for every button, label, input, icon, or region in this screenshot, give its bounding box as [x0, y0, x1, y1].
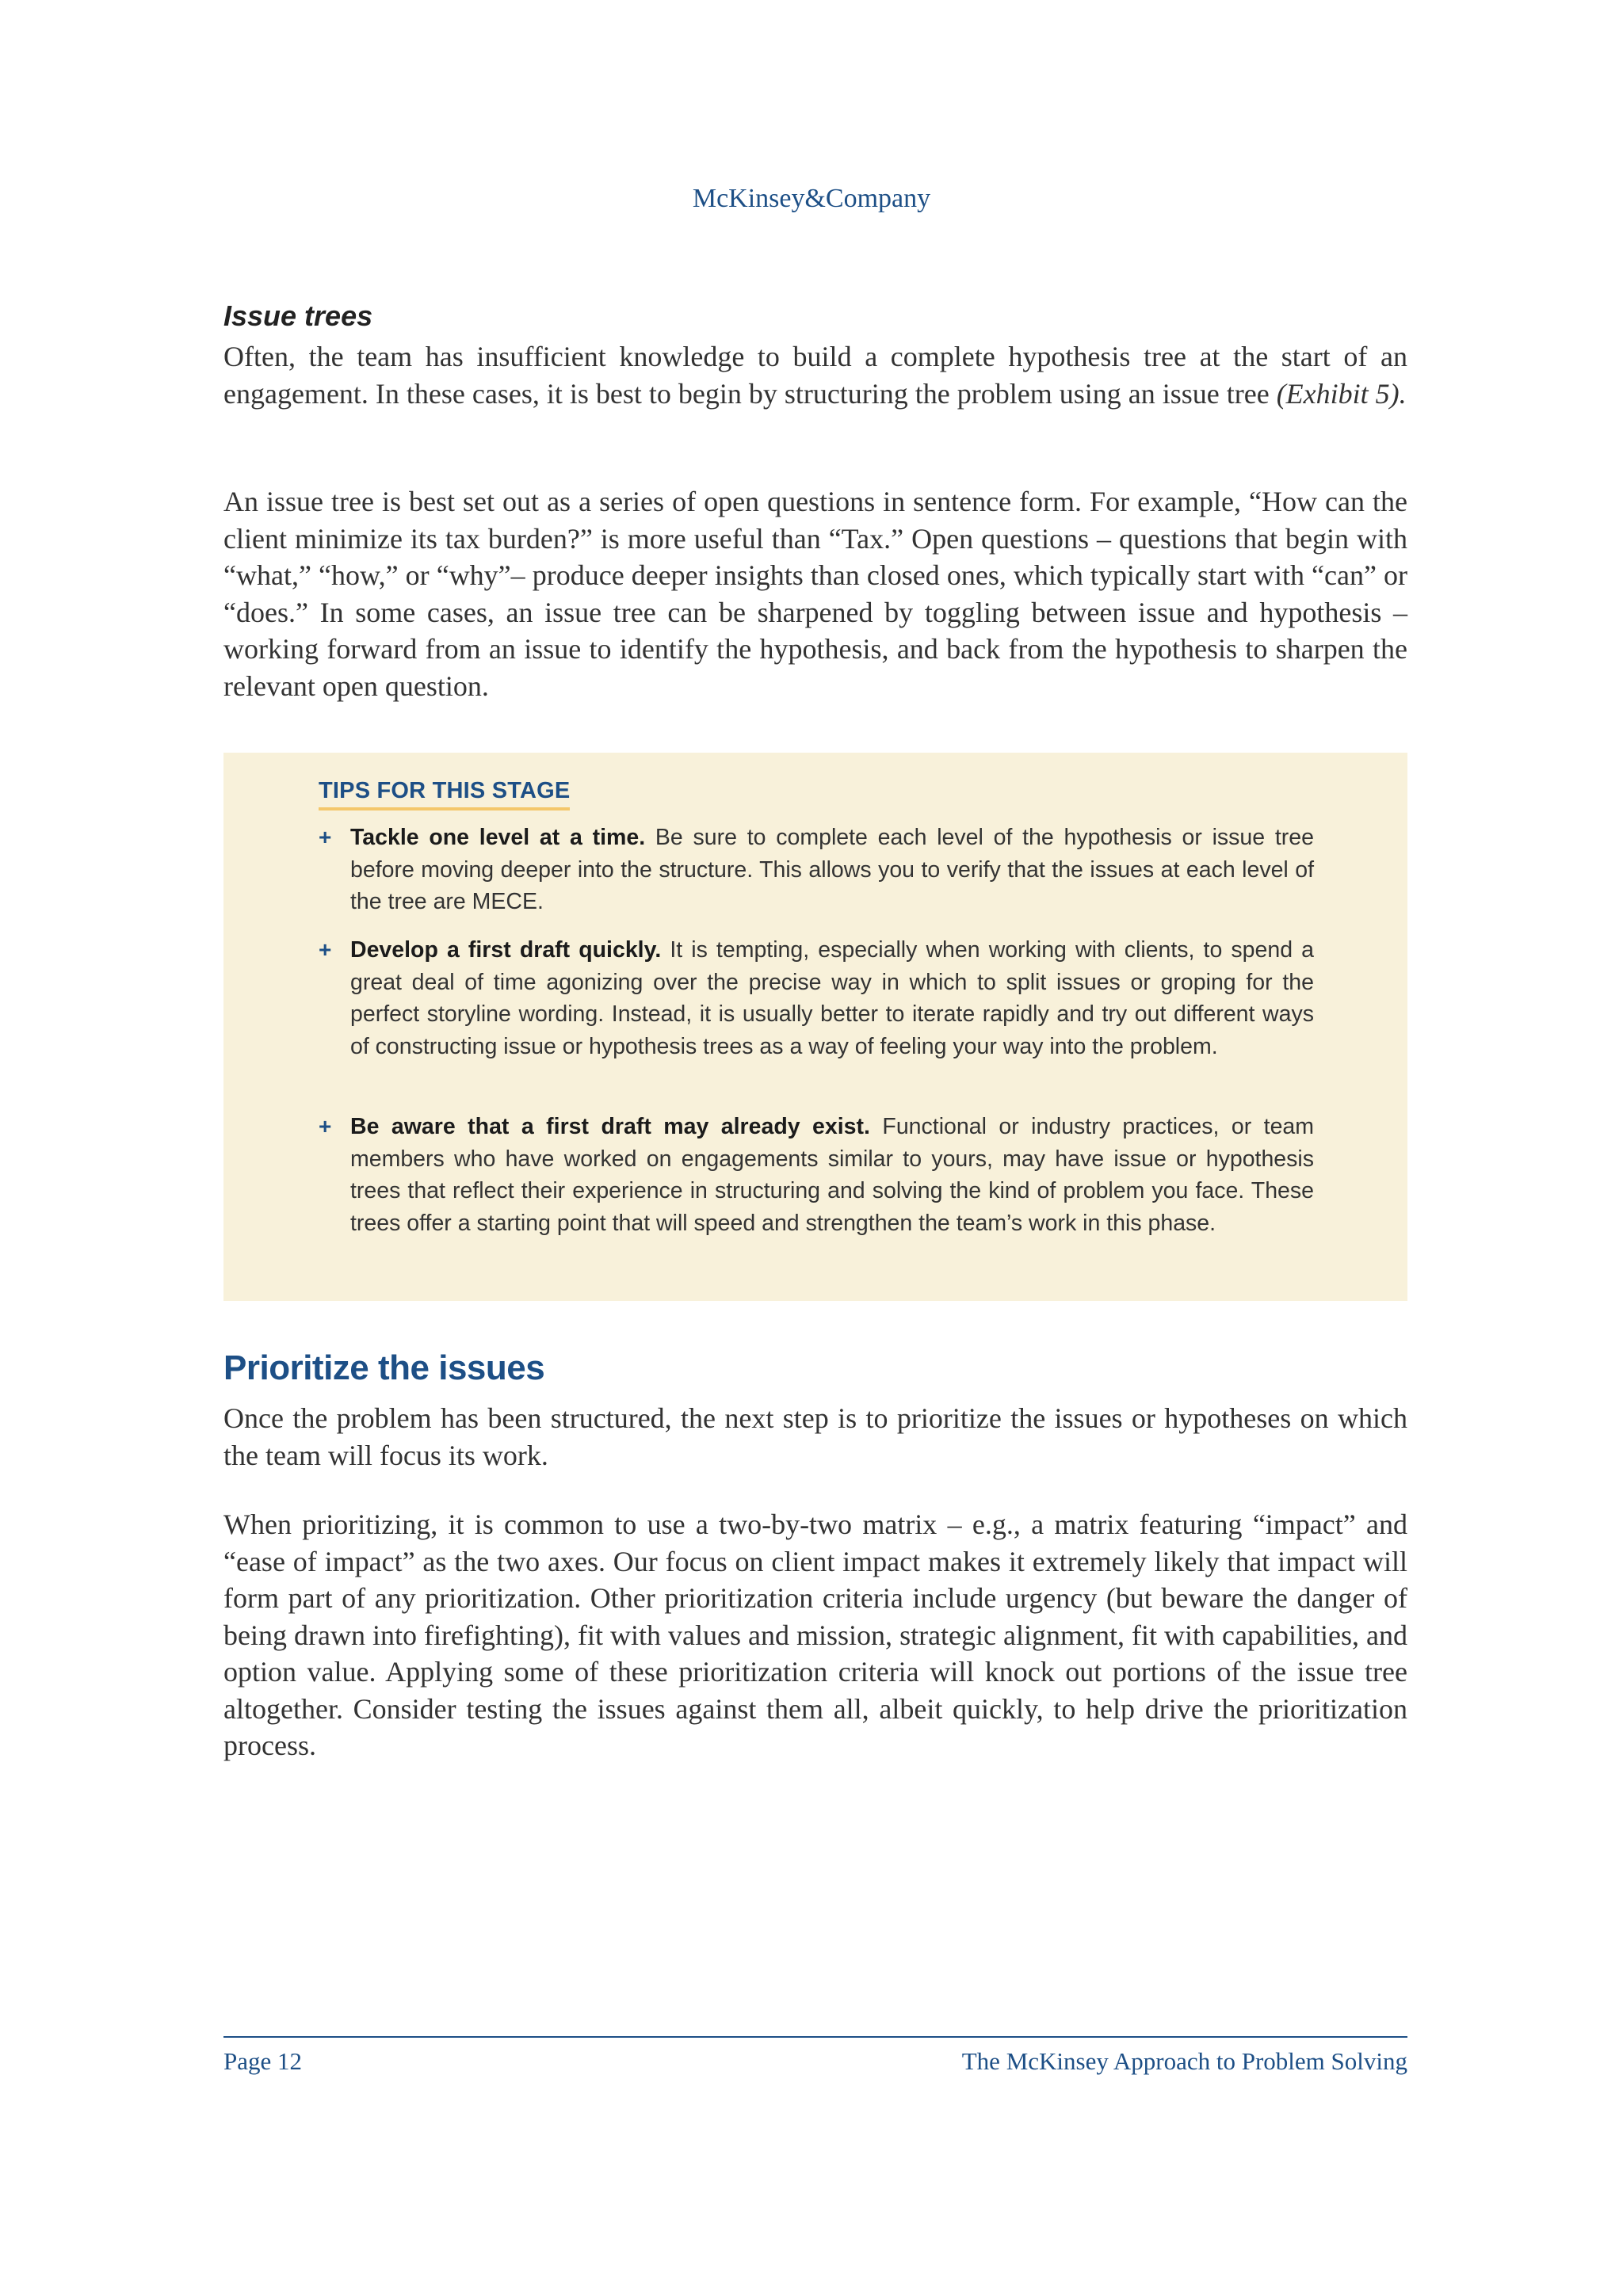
tips-box	[223, 753, 1407, 1301]
tip-item	[319, 1111, 1314, 1239]
tip-lead: Tackle one level at a time.	[350, 825, 646, 850]
tip-item	[319, 822, 1314, 918]
paragraph-prioritization-criteria: When prioritizing, it is common to use a two-by-two matrix – e.g., a matrix featuring “impact” and “ease of impact” as the two axes. Our focus on client impact makes it extremely likely that impact will form part of any prioritization. Other prioritization criteria include urgency (but beware the danger of being drawn into firefighting), fit with values and mission, strategic alignment, fit with capabilities, and option value. Applying some of these prioritization criteria will knock out portions of the issue tree altogether. Consider testing the issues against them all, albeit quickly, to help drive the prioritization process.	[223, 1508, 1407, 1761]
tips-title: TIPS FOR THIS STAGE	[319, 778, 570, 810]
tip-lead: Develop a first draft quickly.	[350, 937, 662, 963]
paragraph-issue-trees-intro	[223, 338, 1407, 412]
brand-header: McKinsey&Company	[692, 184, 931, 213]
tip-item	[319, 934, 1314, 1062]
tip-body: It is tempting, especially when working with clients, to spend a great deal of time agonizing over the precise way in which to split issues or groping for the perfect storyline wording. Instead, it is usually better to iterate rapidly and try out different ways of constructing issue or hypothesis trees as a way of feeling your way into the problem.	[350, 937, 1314, 1059]
tip-text	[350, 934, 1314, 1062]
section-heading-issue-trees: Issue trees	[223, 299, 373, 332]
footer-divider	[223, 2036, 1407, 2038]
document-title: The McKinsey Approach to Problem Solving	[961, 2047, 1407, 2075]
paragraph-issue-tree-questions: An issue tree is best set out as a series of open questions in sentence form. For example, “How can the client minimize its tax burden?” is more useful than “Tax.” Open questions – questions that begin with “what,” “how,” or “why”– produce deeper insights than closed ones, which typically start with “can” or “does.” In some cases, an issue tree can be sharpened by toggling between issue and hypothesis – working forward from an issue to identify the hypothesis, and back from the hypothesis to sharpen the relevant open question.	[223, 486, 1407, 702]
plus-bullet-icon: +	[319, 825, 332, 849]
plus-bullet-icon: +	[319, 1114, 332, 1138]
exhibit-reference: (Exhibit 5).	[1276, 377, 1407, 410]
tip-text	[350, 822, 1314, 918]
paragraph-text: Often, the team has insufficient knowledge to build a complete hypothesis tree at the start of an engagement. In these cases, it is best to begin by structuring the problem using an issue tree	[223, 341, 1407, 410]
tip-body: Functional or industry practices, or team members who have worked on engagements similar to yours, may have issue or hypothesis trees that reflect their experience in structuring and solving the kind of problem you face. These trees offer a starting point that will speed and strengthen the team’s work in this phase.	[350, 1114, 1315, 1236]
page-number: Page 12	[223, 2047, 303, 2075]
paragraph-prioritize-intro: Once the problem has been structured, the next step is to prioritize the issues or hypotheses on which the team will focus its work.	[223, 1402, 1407, 1471]
tip-body: Be sure to complete each level of the hypothesis or issue tree before moving deeper into the structure. This allows you to verify that the issues at each level of the tree are MECE.	[350, 825, 1314, 914]
section-heading-prioritize: Prioritize the issues	[223, 1348, 545, 1387]
tip-text	[350, 1111, 1314, 1239]
tip-lead: Be aware that a first draft may already exist.	[350, 1114, 870, 1139]
plus-bullet-icon: +	[319, 937, 332, 962]
